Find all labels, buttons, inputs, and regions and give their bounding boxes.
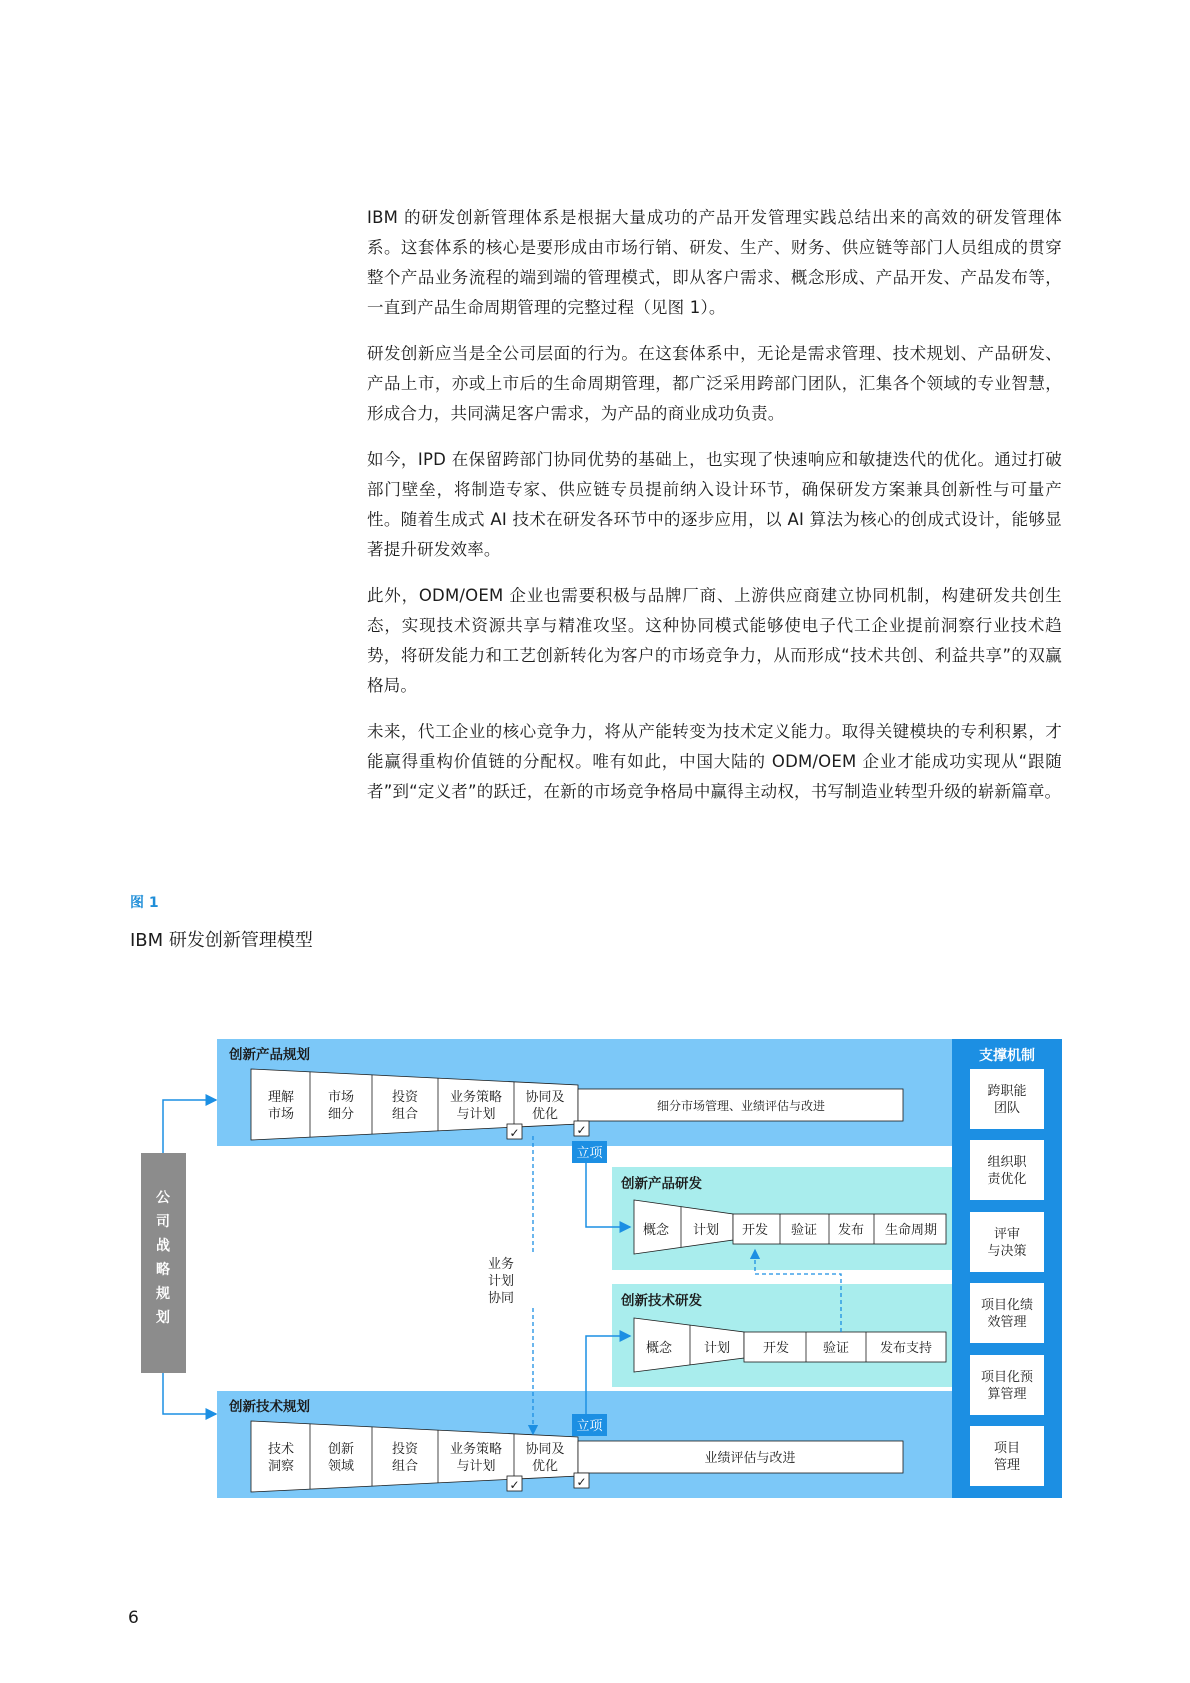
pp-step-3-line1: 投资 (391, 1090, 419, 1105)
tp-step-4-line1: 业务策略 (449, 1442, 503, 1457)
tp-step-1-line2: 洞察 (267, 1459, 295, 1474)
strategy-arrow-bottom (163, 1373, 216, 1414)
tp-step-1-line1: 技术 (267, 1442, 295, 1457)
figure-label: 图 1 (130, 895, 159, 911)
support-item: 算管理 (987, 1387, 1027, 1402)
support-item: 责优化 (987, 1172, 1027, 1187)
pp-step-2-line2: 细分 (327, 1107, 355, 1122)
trd-step-1: 概念 (645, 1341, 673, 1356)
paragraph-1: IBM 的研发创新管理体系是根据大量成功的产品开发管理实践总结出来的高效的研发管理体系。这套体系的核心是要形成由市场行销、研发、生产、财务、供应链等部门人员组成的贯穿整个产品业务流程的端到端的管理模式，即从客户需求、概念形成、产品开发、产品发布等，一直到产品生命周期管理的完整过程（见图 1）。 (367, 208, 1062, 317)
strategy-char: 司 (156, 1214, 170, 1230)
pp-step-5-line1: 协同及 (525, 1090, 565, 1105)
prd-step-1: 概念 (642, 1223, 670, 1238)
strategy-arrow-top (163, 1100, 216, 1153)
support-item: 项目化预 (980, 1370, 1034, 1385)
support-item: 团队 (993, 1101, 1021, 1116)
tp-step-5-line2: 优化 (531, 1459, 559, 1474)
support-item: 组织职 (987, 1155, 1027, 1170)
business-sync-label-3: 协同 (487, 1291, 515, 1306)
prd-step-3: 开发 (741, 1223, 769, 1238)
support-item: 与决策 (987, 1244, 1027, 1259)
strategy-char: 略 (156, 1262, 170, 1278)
check-icon: ✓ (509, 1126, 520, 1140)
check-icon: ✓ (576, 1475, 587, 1489)
pp-tail-label: 细分市场管理、业绩评估与改进 (656, 1099, 826, 1113)
pp-step-1-line1: 理解 (267, 1090, 295, 1105)
pp-step-4-line1: 业务策略 (449, 1090, 503, 1105)
paragraph-3: 如今，IPD 在保留跨部门协同优势的基础上，也实现了快速响应和敏捷迭代的优化。通过打破部门壁垒，将制造专家、供应链专员提前纳入设计环节，确保研发方案兼具创新性与可量产性。随着生成式 AI 技术在研发各环节中的逐步应用，以 AI 算法为核心的创成式设计，能够显著提升研发效率。 (367, 450, 1062, 559)
trd-step-2: 计划 (703, 1341, 731, 1356)
lixiang-tag-top-label: 立项 (576, 1146, 603, 1161)
paragraph-5: 未来，代工企业的核心竞争力，将从产能转变为技术定义能力。取得关键模块的专利积累，才能赢得重构价值链的分配权。唯有如此，中国大陆的 ODM/OEM 企业才能成功实现从“跟随者”到“定义者”的跃迁，在新的市场竞争格局中赢得主动权，书写制造业转型升级的崭新篇章。 (367, 722, 1062, 801)
prd-step-5: 发布 (837, 1223, 865, 1238)
product-planning-title: 创新产品规划 (229, 1047, 310, 1063)
pp-step-4-line2: 与计划 (456, 1107, 496, 1122)
strategy-char: 公 (156, 1190, 170, 1206)
support-item: 项目化绩 (980, 1298, 1034, 1313)
paragraph-4: 此外，ODM/OEM 企业也需要积极与品牌厂商、上游供应商建立协同机制，构建研发共创生态，实现技术资源共享与精准攻坚。这种协同模式能够使电子代工企业提前洞察行业技术趋势，将研发能力和工艺创新转化为客户的市场竞争力，从而形成“技术共创、利益共享”的双赢格局。 (367, 586, 1062, 695)
pp-step-1-line2: 市场 (267, 1107, 295, 1122)
support-item: 项目 (993, 1441, 1021, 1456)
prd-step-4: 验证 (790, 1223, 818, 1238)
trd-step-4: 验证 (822, 1341, 850, 1356)
strategy-char: 战 (156, 1238, 170, 1254)
page-number: 6 (128, 1608, 139, 1628)
product-rd-title: 创新产品研发 (621, 1176, 702, 1192)
tech-planning-title: 创新技术规划 (229, 1399, 310, 1415)
strategy-char: 划 (156, 1310, 170, 1326)
support-item: 评审 (993, 1227, 1021, 1242)
support-item: 跨职能 (987, 1084, 1027, 1099)
tp-step-3-line1: 投资 (391, 1442, 419, 1457)
tech-rd-title: 创新技术研发 (621, 1293, 702, 1309)
lixiang-tag-bottom-label: 立项 (576, 1419, 603, 1434)
tp-step-3-line2: 组合 (391, 1459, 419, 1474)
pp-step-3-line2: 组合 (391, 1107, 419, 1122)
figure-title: IBM 研发创新管理模型 (130, 930, 313, 951)
business-sync-label-2: 计划 (487, 1274, 515, 1289)
trd-step-3: 开发 (762, 1341, 790, 1356)
prd-step-2: 计划 (692, 1223, 720, 1238)
strategy-char: 规 (156, 1286, 170, 1302)
business-sync-label-1: 业务 (487, 1257, 515, 1272)
tp-step-4-line2: 与计划 (456, 1459, 496, 1474)
paragraph-2: 研发创新应当是全公司层面的行为。在这套体系中，无论是需求管理、技术规划、产品研发、产品上市，亦或上市后的生命周期管理，都广泛采用跨部门团队，汇集各个领域的专业智慧，形成合力，共同满足客户需求，为产品的商业成功负责。 (367, 344, 1062, 423)
prd-step-6: 生命周期 (884, 1223, 938, 1238)
support-title: 支撑机制 (979, 1048, 1035, 1064)
tp-step-2-line2: 领域 (327, 1459, 355, 1474)
trd-step-5: 发布支持 (879, 1341, 933, 1356)
tp-step-2-line1: 创新 (327, 1442, 355, 1457)
check-icon: ✓ (576, 1123, 587, 1137)
tp-step-5-line1: 协同及 (525, 1442, 565, 1457)
tp-tail-label: 业绩评估与改进 (704, 1451, 796, 1466)
support-item: 效管理 (987, 1315, 1027, 1330)
pp-step-2-line1: 市场 (327, 1090, 355, 1105)
support-item: 管理 (993, 1458, 1021, 1473)
pp-step-5-line2: 优化 (531, 1107, 559, 1122)
check-icon: ✓ (509, 1478, 520, 1492)
